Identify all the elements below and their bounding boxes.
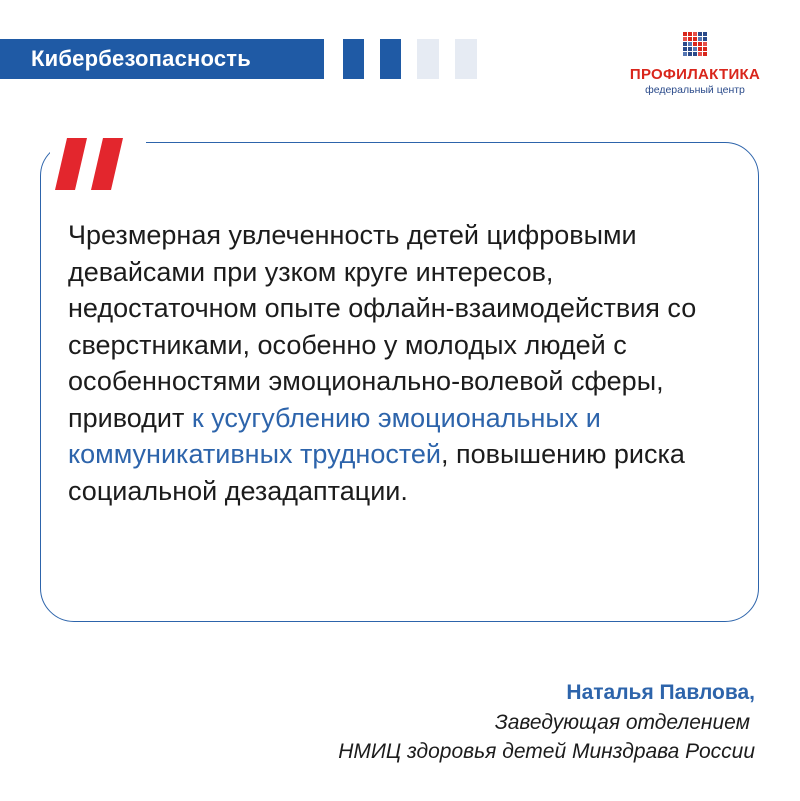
author-organization: НМИЦ здоровья детей Минздрава России (338, 740, 755, 763)
logo-title: ПРОФИЛАКТИКА (629, 66, 761, 83)
logo-grid-icon (683, 32, 707, 56)
decor-stripe-4 (455, 39, 477, 79)
author-role: Заведующая отделением (494, 711, 750, 734)
quote-text-highlight: к усугублению эмоциональных и коммуникативных трудностей (68, 402, 601, 469)
decor-stripe-1 (343, 39, 364, 79)
category-tag: Кибербезопасность (0, 39, 324, 79)
profilaktika-logo (610, 32, 780, 102)
quote-text (68, 217, 748, 509)
quote-text-end: , повышению риска социальной дезадаптации. (68, 439, 685, 506)
quote-text-start: Чрезмерная увлеченность детей цифровыми девайсами при узком круге интересов, недостаточном опыте офлайн-взаимодействия со сверстниками, особенно у молодых людей с особенностями эмоционально-волевой сферы, приводит (68, 220, 697, 433)
decor-stripe-3 (417, 39, 439, 79)
decor-stripe-2 (380, 39, 401, 79)
logo-subtitle: федеральный центр (645, 84, 745, 96)
quote-mark-icon (55, 138, 125, 190)
author-name: Наталья Павлова, (566, 681, 755, 704)
